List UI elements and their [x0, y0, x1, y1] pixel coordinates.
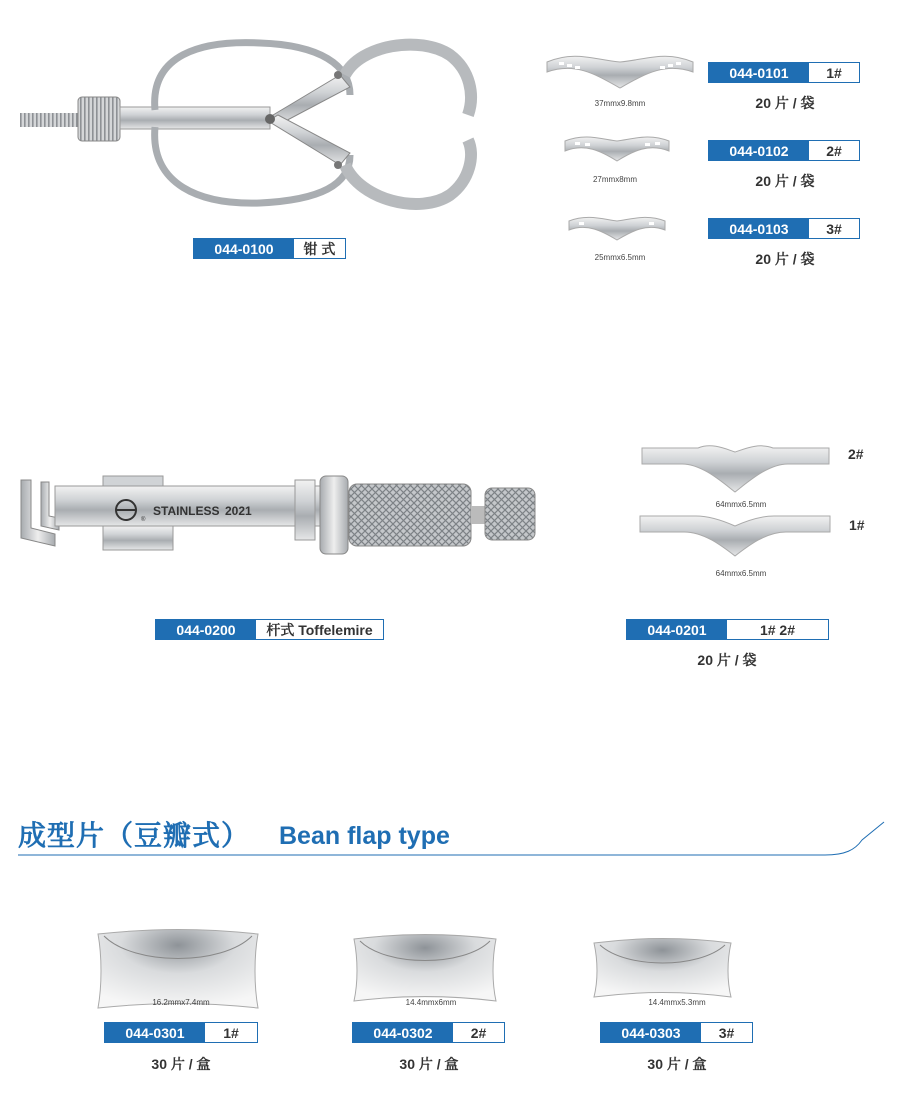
product-size: 2#	[809, 141, 859, 160]
package-count: 30 片 / 盒	[151, 1056, 211, 1072]
toffelemire-retainer-image	[15, 468, 540, 563]
product-tag-044-0101	[708, 62, 860, 83]
product-tag-044-0102	[708, 140, 860, 161]
product-size: 1#	[809, 63, 859, 82]
band-3-dimension: 25mmx6.5mm	[594, 253, 646, 262]
svg-text:®: ®	[141, 517, 146, 523]
product-tag-044-0201	[626, 619, 829, 640]
band-1-image	[545, 52, 695, 90]
long-band-2-image	[638, 442, 833, 497]
bean-flap-2-image	[350, 931, 500, 1007]
long-band-2-dimension: 64mmx6.5mm	[715, 500, 767, 509]
bean-flap-2-dimension: 14.4mmx6mm	[405, 998, 457, 1007]
product-type: 钳 式	[294, 239, 345, 258]
product-size: 3#	[701, 1023, 752, 1042]
band-size-label-2: 2#	[848, 446, 864, 462]
long-band-1-image	[636, 512, 834, 562]
product-code: 044-0301	[105, 1023, 205, 1042]
package-count: 20 片 / 袋	[755, 95, 815, 111]
section-divider	[0, 820, 900, 860]
package-count: 20 片 / 袋	[755, 173, 815, 189]
section-title-cn: 成型片（豆瓣式）	[18, 819, 251, 852]
package-count: 30 片 / 盒	[647, 1056, 707, 1072]
product-code: 044-0201	[627, 620, 727, 639]
package-count: 30 片 / 盒	[399, 1056, 459, 1072]
band-1-dimension: 37mmx9.8mm	[594, 99, 646, 108]
product-code: 044-0100	[194, 239, 294, 258]
bean-flap-3-image	[590, 935, 735, 1003]
product-tag-044-0200	[155, 619, 384, 640]
product-size: 2#	[453, 1023, 504, 1042]
package-count: 20 片 / 袋	[755, 251, 815, 267]
engraving-text: STAINLESS	[153, 504, 220, 518]
band-2-image	[563, 133, 671, 163]
product-code: 044-0102	[709, 141, 809, 160]
product-size: 1# 2#	[727, 620, 828, 639]
product-tag-044-0301	[104, 1022, 258, 1043]
product-size: 3#	[809, 219, 859, 238]
product-code: 044-0200	[156, 620, 256, 639]
section-title-en: Bean flap type	[279, 822, 450, 850]
band-2-dimension: 27mmx8mm	[592, 175, 637, 184]
bean-flap-3-dimension: 14.4mmx5.3mm	[648, 998, 706, 1007]
product-tag-044-0103	[708, 218, 860, 239]
product-code: 044-0103	[709, 219, 809, 238]
package-count: 20 片 / 袋	[697, 652, 757, 668]
product-tag-044-0100	[193, 238, 346, 259]
product-tag-044-0302	[352, 1022, 505, 1043]
product-code: 044-0303	[601, 1023, 701, 1042]
plier-retainer-image	[20, 35, 500, 225]
bean-flap-1-dimension: 16.2mmx7.4mm	[152, 998, 210, 1007]
product-tag-044-0303	[600, 1022, 753, 1043]
product-type: 杆式 Toffelemire	[256, 620, 383, 639]
band-3-image	[567, 214, 667, 242]
long-band-1-dimension: 64mmx6.5mm	[715, 569, 767, 578]
product-code: 044-0101	[709, 63, 809, 82]
engraving-year: 2021	[225, 504, 252, 518]
band-size-label-1: 1#	[849, 517, 865, 533]
product-size: 1#	[205, 1023, 257, 1042]
product-code: 044-0302	[353, 1023, 453, 1042]
